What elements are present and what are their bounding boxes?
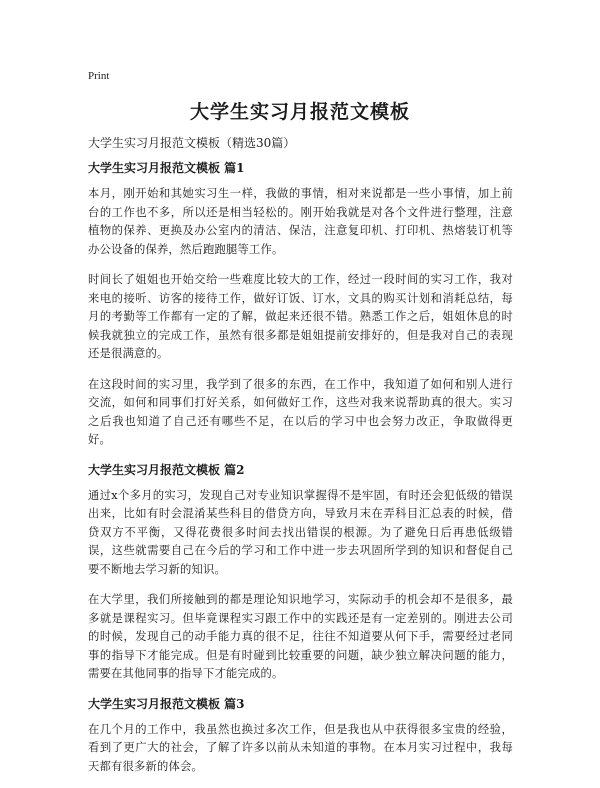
- document-body: [88, 160, 513, 788]
- section-heading: 大学生实习月报范文模板 篇3: [88, 696, 245, 711]
- document-subtitle: 大学生实习月报范文模板（精选30篇）: [88, 136, 296, 150]
- document-title: 大学生实习月报范文模板: [189, 101, 410, 123]
- paragraph: 本月，刚开始和其她实习生一样，我做的事情，相对来说都是一些小事情，加上前台的工作也不多，所以还是相当轻松的。刚开始我就是对各个文件进行整理，注意植物的保养、更换及办公室内的清洁、保洁，注意复印机、打印机、热熔装订机等办公设备的保养，然后跑跑腿等工作。: [88, 187, 513, 256]
- print-label[interactable]: Print: [88, 70, 110, 82]
- section-1: [88, 160, 513, 450]
- paragraph: 在几个月的工作中，我虽然也换过多次工作，但是我也从中获得很多宝贵的经验，看到了更广大的社会，了解了许多以前从未知道的事物。在本月实习过程中，我每天都有很多新的体会。: [88, 722, 513, 773]
- paragraph: 时间长了姐姐也开始交给一些难度比较大的工作，经过一段时间的实习工作，我对来电的接听、访客的接待工作，做好订饭、订水，文具的购买计划和消耗总结，每月的考勤等工作都有一定的了解，做起来还很不错。熟悉工作之后，姐姐休息的时候我就独立的完成工作，虽然有很多都是姐姐提前安排好的，但是我对自己的表现还是很满意的。: [88, 273, 513, 360]
- section-3: [88, 696, 513, 777]
- section-heading: 大学生实习月报范文模板 篇2: [88, 462, 245, 477]
- section-2: [88, 462, 513, 684]
- paragraph: 通过x个多月的实习，发现自己对专业知识掌握得不是牢固，有时还会犯低级的错误出来，比如有时会混淆某些科目的借贷方向，导致月末在弄科目汇总表的时候，借贷双方不平衡，又得花费很多时间去找出错误的根源。为了避免日后再患低级错误，这些就需要自己在今后的学习和工作中进一步去巩固所学到的知识和督促自己要不断地去学习新的知识。: [88, 488, 513, 576]
- paragraph: 在大学里，我们所接触到的都是理论知识地学习，实际动手的机会却不是很多，最多就是课程实习。但毕竟课程实习跟工作中的实践还是有一定差别的。刚进去公司的时候，发现自己的动手能力真的很不足，往往不知道要从何下手，需要经过老同事的指导下才能完成。但是有时碰到比较重要的问题，缺少独立解决问题的能力，需要在其他同事的指导下才能完成的。: [88, 593, 513, 680]
- section-heading: 大学生实习月报范文模板 篇1: [88, 161, 245, 175]
- paragraph: 在这段时间的实习里，我学到了很多的东西，在工作中，我知道了如何和别人进行交流，如何和同事们打好关系，如何做好工作，这些对我来说帮助真的很大。实习之后我也知道了自己还有哪些不足，在以后的学习中也会努力改正，争取做得更好。: [88, 377, 513, 446]
